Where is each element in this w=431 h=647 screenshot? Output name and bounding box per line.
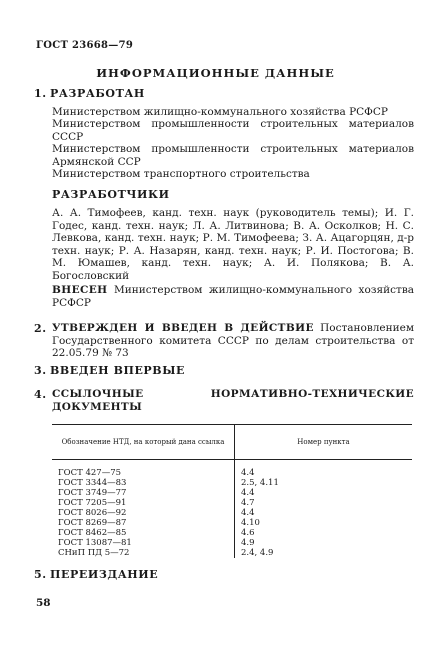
table-row (52, 478, 412, 488)
section-3-number: 3. (34, 364, 47, 377)
clause-cell: 4.4 (241, 508, 255, 518)
developer-organization: Министерством жилищно-коммунального хозяйства РСФСР (52, 106, 388, 118)
developers-title: РАЗРАБОТЧИКИ (52, 188, 170, 201)
table-row (52, 498, 412, 508)
page-number: 58 (36, 597, 51, 609)
clause-cell: 4.4 (241, 488, 255, 498)
document-cell: СНиП ПД 5—72 (52, 548, 235, 558)
section-2-content (52, 322, 414, 360)
document-cell: ГОСТ 3344—83 (52, 478, 235, 488)
approval-label: УТВЕРЖДЕН И ВВЕДЕН В ДЕЙСТВИЕ (52, 322, 314, 334)
clause-cell: 4.10 (241, 518, 260, 528)
references-title: ССЫЛОЧНЫЕ НОРМАТИВНО-ТЕХНИЧЕСКИЕ ДОКУМЕНТЫ (52, 388, 414, 413)
developers-list: А. А. Тимофеев, канд. техн. наук (руководитель темы); И. Г. Годес, канд. техн. наук; Л. А. Литвинова; В. А. Осколков; Н. С. Левкова, канд. техн. наук; Р. М. Тимофеева; З. А. Ацагорцян, д-р техн. наук; Р. А. Назарян, канд. техн. наук; Р. И. Постогова; В. М. Юмашев, канд. техн. наук; А. И. Полякова; В. А. Богословский (52, 207, 414, 282)
references-table (52, 424, 412, 558)
clause-cell: 4.7 (241, 498, 255, 508)
clause-cell: 2.4, 4.9 (241, 548, 274, 558)
section-1-number: 1. (34, 87, 47, 100)
table-row (52, 548, 412, 558)
document-cell: ГОСТ 7205—91 (52, 498, 235, 508)
table-header-row (52, 425, 412, 460)
introduced-text: Министерством жилищно-коммунального хозяйства РСФСР (52, 284, 414, 309)
section-3-heading (34, 364, 185, 377)
document-cell: ГОСТ 427—75 (52, 460, 235, 479)
section-4-title (52, 388, 414, 413)
table-row (52, 508, 412, 518)
table-row (52, 528, 412, 538)
section-1-heading (34, 87, 145, 100)
clause-cell: 4.4 (241, 468, 255, 478)
introduced-label: ВНЕСЕН (52, 284, 108, 296)
table-row (52, 538, 412, 548)
section-2-number: 2. (34, 322, 47, 335)
document-cell: ГОСТ 8462—85 (52, 528, 235, 538)
document-cell: ГОСТ 8269—87 (52, 518, 235, 528)
document-cell: ГОСТ 3749—77 (52, 488, 235, 498)
table-row (52, 488, 412, 498)
introduced-by (52, 284, 414, 309)
section-4-number: 4. (34, 388, 47, 401)
section-1-title: РАЗРАБОТАН (50, 87, 145, 100)
column-header-clause: Номер пункта (235, 425, 413, 460)
document-header: ГОСТ 23668—79 (36, 40, 134, 51)
developer-organization: Министерством промышленности строительных материалов СССР (52, 118, 414, 143)
clause-cell: 4.9 (241, 538, 255, 548)
column-header-document: Обозначение НТД, на который дана ссылка (52, 425, 235, 460)
table-row (52, 518, 412, 528)
page-title: ИНФОРМАЦИОННЫЕ ДАННЫЕ (96, 66, 335, 80)
developer-organization: Министерством промышленности строительных материалов Армянской ССР (52, 143, 414, 168)
developer-organization: Министерством транспортного строительства (52, 168, 310, 180)
clause-cell: 2.5, 4.11 (241, 478, 279, 488)
document-cell: ГОСТ 8026—92 (52, 508, 235, 518)
table-row (52, 460, 412, 479)
approval-text: Постановлением Государственного комитета СССР по делам строительства от 22.05.79 № 73 (52, 322, 415, 359)
clause-cell: 4.6 (241, 528, 255, 538)
section-5-title: ПЕРЕИЗДАНИЕ (50, 568, 159, 581)
document-cell: ГОСТ 13087—81 (52, 538, 235, 548)
section-5-number: 5. (34, 568, 47, 581)
section-3-title: ВВЕДЕН ВПЕРВЫЕ (50, 364, 186, 377)
section-5-heading (34, 568, 158, 581)
